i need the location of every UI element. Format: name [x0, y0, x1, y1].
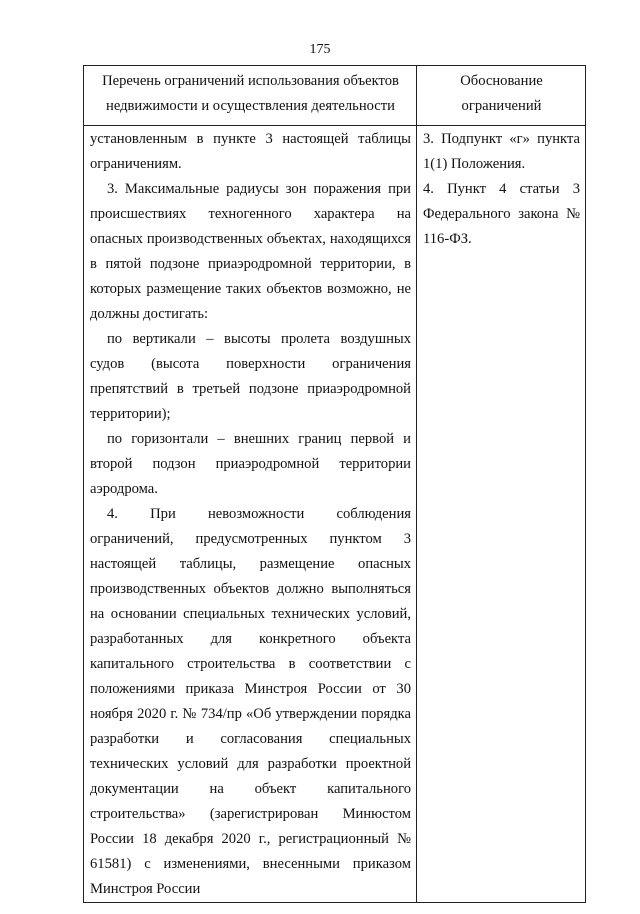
restrictions-table — [83, 65, 586, 903]
header-restrictions-list: Перечень ограничений использования объектов недвижимости и осуществления деятельности — [84, 66, 417, 126]
paragraph-horizontal: по горизонтали – внешних границ первой и второй подзон приаэродромной территории аэродрома. — [90, 431, 411, 497]
justification-item-4: 4. Пункт 4 статьи 3 Федерального закона № 116-ФЗ. — [423, 181, 580, 247]
justification-item-3: 3. Подпункт «г» пункта 1(1) Положения. — [423, 131, 580, 172]
table-row — [84, 126, 586, 903]
restrictions-cell — [84, 126, 417, 903]
paragraph-item-3: 3. Максимальные радиусы зон поражения при происшествиях техногенного характера на опасных производственных объектах, находящихся в пятой подзоне приаэродромной территории, в которых размещение таких объектов возможно, не должны достигать: — [90, 181, 411, 322]
table-header-row — [84, 66, 586, 126]
paragraph-vertical: по вертикали – высоты пролета воздушных судов (высота поверхности ограничения препятствий в третьей подзоне приаэродромной территории); — [90, 331, 411, 422]
page-number: 175 — [309, 42, 331, 57]
justification-cell — [417, 126, 586, 903]
paragraph-continuation: установленным в пункте 3 настоящей таблицы ограничениям. — [90, 131, 411, 172]
header-justification: Обоснование ограничений — [417, 66, 586, 126]
paragraph-item-4: 4. При невозможности соблюдения ограничений, предусмотренных пунктом 3 настоящей таблицы, размещение опасных производственных объектов должно выполняться на основании специальных технических условий, разработанных для конкретного объекта капитального строительства в соответствии с положениями приказа Минстроя России от 30 ноября 2020 г. № 734/пр «Об утверждении порядка разработки и согласования специальных технических условий для разработки проектной документации на объект капитального строительства» (зарегистрирован Минюстом России 18 декабря 2020 г., регистрационный № 61581) с изменениями, внесенными приказом Минстроя России — [90, 506, 411, 897]
